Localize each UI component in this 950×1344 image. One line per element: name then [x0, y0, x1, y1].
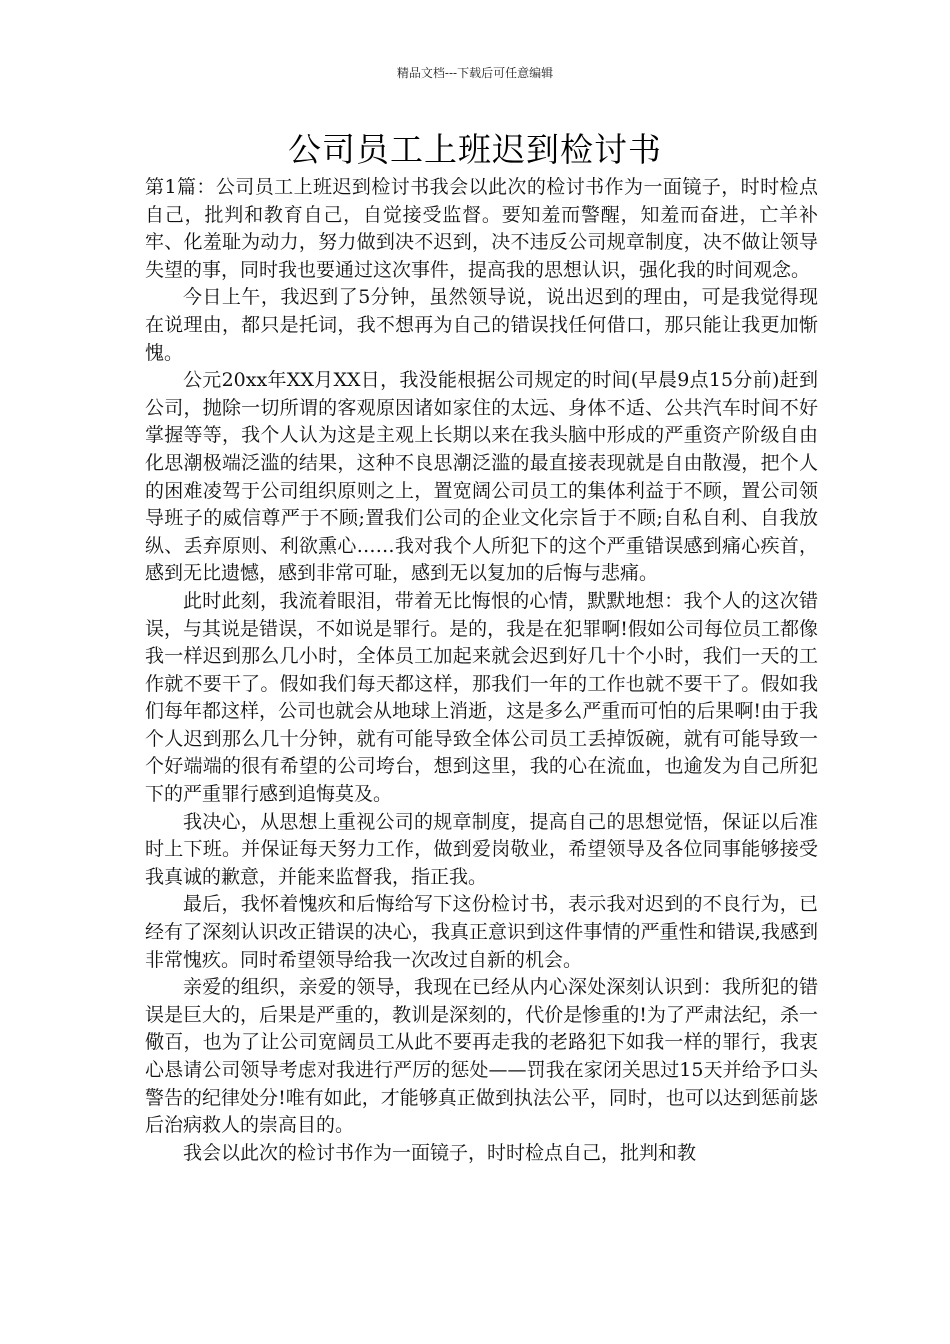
- paragraph-5: 我决心，从思想上重视公司的规章制度，提高自己的思想觉悟，保证以后准时上下班。并保证每天努力工作，做到爱岗敬业，希望领导及各位同事能够接受我真诚的歉意，并能来监督我，指正我。: [145, 810, 818, 888]
- header-note: 精品文档---下载后可任意编辑: [396, 66, 554, 80]
- paragraph-7: 亲爱的组织，亲爱的领导，我现在已经从内心深处深刻认识到：我所犯的错误是巨大的，后果是严重的，教训是深刻的，代价是惨重的!为了严肃法纪，杀一儆百，也为了让公司宽阔员工从此不要再走我的老路犯下如我一样的罪行，我衷心恳请公司领导考虑对我进行严厉的惩处——罚我在家闭关思过15天并给予口头警告的纪律处分!唯有如此，才能够真正做到执法公平，同时，也可以达到惩前毖后治病救人的崇高目的。: [145, 976, 818, 1137]
- paragraph-3: 公元20xx年XX月XX日，我没能根据公司规定的时间(早晨9点15分前)赶到公司，抛除一切所谓的客观原因诸如家住的太远、身体不适、公共汽车时间不好掌握等等，我个人认为这是主观上长期以来在我头脑中形成的严重资产阶级自由化思潮极端泛滥的结果，这种不良思潮泛滥的最直接表现就是自由散漫，把个人的困难凌驾于公司组织原则之上，置宽阔公司员工的集体利益于不顾，置公司领导班子的威信尊严于不顾;置我们公司的企业文化宗旨于不顾;自私自利、自我放纵、丢弃原则、利欲熏心……我对我个人所犯下的这个严重错误感到痛心疾首，感到无比遗憾，感到非常可耻，感到无以复加的后悔与悲痛。: [145, 369, 818, 585]
- paragraph-8: 我会以此次的检讨书作为一面镜子，时时检点自己，批判和教: [183, 1141, 697, 1164]
- paragraph-2: 今日上午，我迟到了5分钟，虽然领导说，说出迟到的理由，可是我觉得现在说理由，都只是托词，我不想再为自己的错误找任何借口，那只能让我更加惭愧。: [145, 286, 818, 364]
- paragraph-4: 此时此刻，我流着眼泪，带着无比悔恨的心情，默默地想：我个人的这次错误，与其说是错误，不如说是罪行。是的，我是在犯罪啊!假如公司每位员工都像我一样迟到那么几小时，全体员工加起来就会迟到好几十个小时，我们一天的工作就不要干了。假如我们每天都这样，那我们一年的工作也就不要干了。假如我们每年都这样，公司也就会从地球上消逝，这是多么严重而可怕的后果啊!由于我个人迟到那么几十分钟，就有可能导致全体公司员工丢掉饭碗，就有可能导致一个好端端的很有希望的公司垮台，想到这里，我的心在流血，也逾发为自己所犯下的严重罪行感到追悔莫及。: [145, 589, 818, 806]
- paragraph-6: 最后，我怀着愧疚和后悔给写下这份检讨书，表示我对迟到的不良行为，已经有了深刻认识改正错误的决心，我真正意识到这件事情的严重性和错误,我感到非常愧疚。同时希望领导给我一次改过自新的机会。: [145, 893, 818, 971]
- paragraph-1: 第1篇：公司员工上班迟到检讨书我会以此次的检讨书作为一面镜子，时时检点自己，批判和教育自己，自觉接受监督。要知羞而警醒，知羞而奋进，亡羊补牢、化羞耻为动力，努力做到决不迟到，决不违反公司规章制度，决不做让领导失望的事，同时我也要通过这次事件，提高我的思想认识，强化我的时间观念。: [145, 176, 818, 281]
- document-body: [145, 174, 818, 1294]
- document-title: 公司员工上班迟到检讨书: [288, 130, 662, 169]
